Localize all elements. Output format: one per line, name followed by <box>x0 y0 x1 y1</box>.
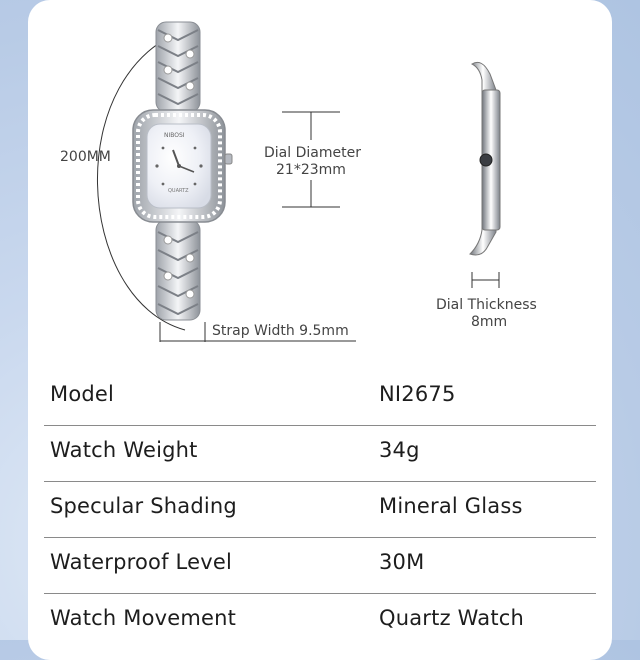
spec-label: Specular Shading <box>50 494 237 518</box>
dial-thickness-value: 8mm <box>471 314 508 330</box>
dial-thickness-title: Dial Thickness <box>436 297 537 313</box>
dial-quartz-text: QUARTZ <box>168 188 189 194</box>
dial-diameter-title: Dial Diameter <box>264 145 361 161</box>
dial-diameter-value: 21*23mm <box>276 162 346 178</box>
spec-value: 30M <box>379 550 425 574</box>
spec-label: Waterproof Level <box>50 550 232 574</box>
watch-case <box>133 110 232 222</box>
spec-row-model <box>44 370 596 426</box>
spec-row-glass <box>44 482 596 538</box>
spec-label: Model <box>50 382 115 406</box>
spec-value: NI2675 <box>379 382 456 406</box>
spec-label: Watch Movement <box>50 606 237 630</box>
spec-label: Watch Weight <box>50 438 198 462</box>
dial-brand-text: NIBOSI <box>164 132 185 139</box>
watch-side-view <box>470 62 500 255</box>
spec-row-movement <box>44 594 596 649</box>
spec-value: Quartz Watch <box>379 606 525 630</box>
spec-row-weight <box>44 426 596 482</box>
strap-width-label: Strap Width 9.5mm <box>212 323 349 339</box>
upper-strap <box>156 22 200 112</box>
lower-strap <box>156 220 200 320</box>
length-label: 200MM <box>60 149 111 165</box>
spec-value: 34g <box>379 438 420 462</box>
spec-row-waterproof <box>44 538 596 594</box>
spec-value: Mineral Glass <box>379 494 523 518</box>
spec-table <box>44 370 596 649</box>
